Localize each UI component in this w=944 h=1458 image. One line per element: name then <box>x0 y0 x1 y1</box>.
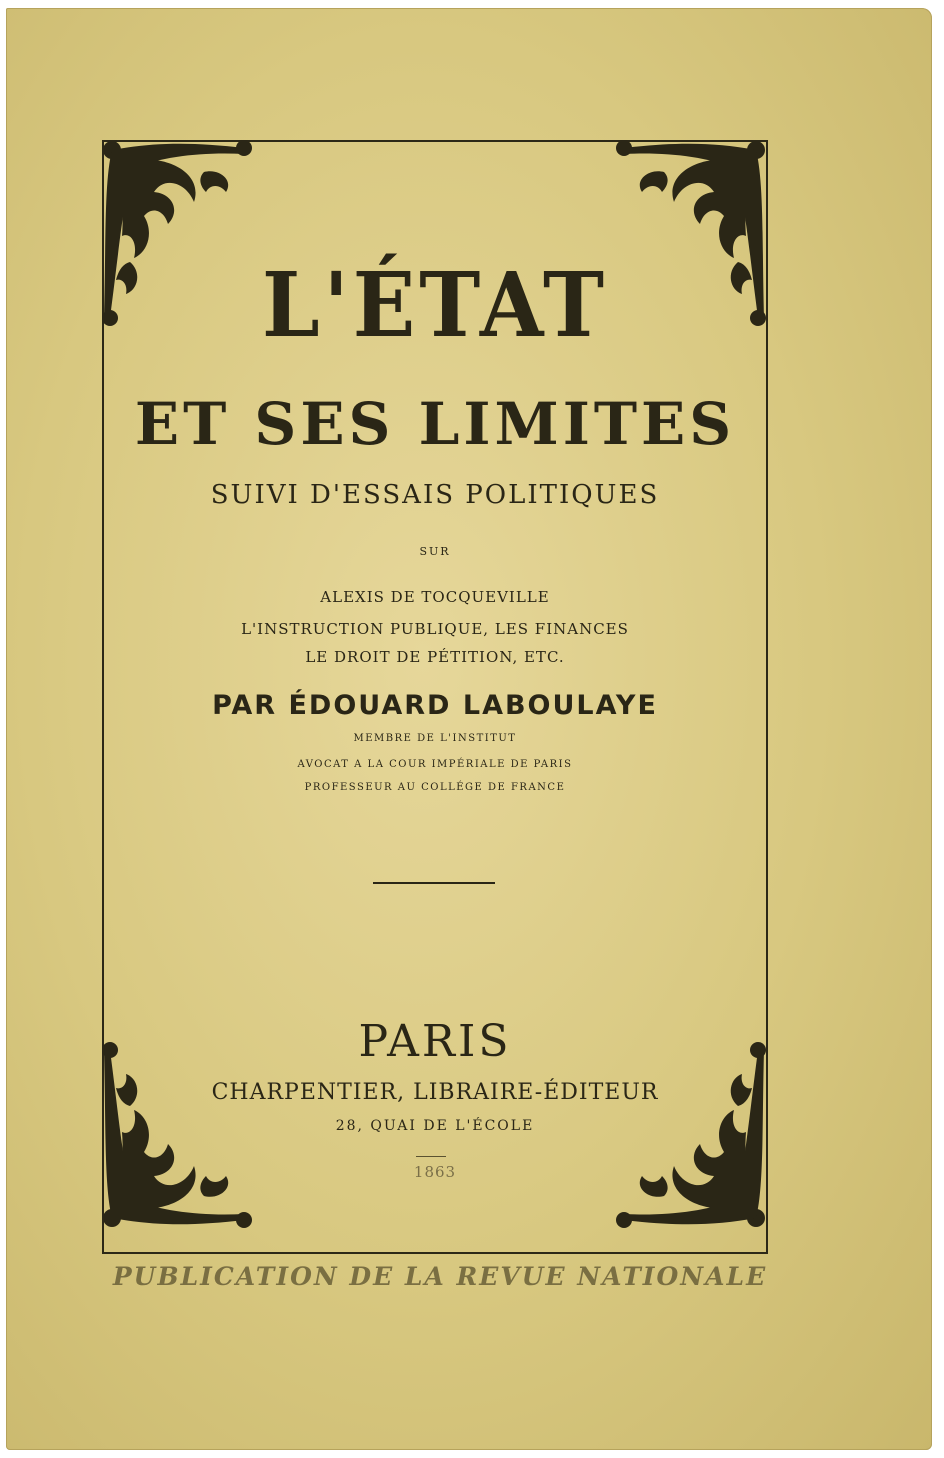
publisher-address: 28, QUAI DE L'ÉCOLE <box>335 1118 535 1134</box>
sur-label: SUR <box>419 545 451 558</box>
publisher-name: CHARPENTIER, LIBRAIRE-ÉDITEUR <box>211 1080 659 1105</box>
author-role: MEMBRE DE L'INSTITUT <box>353 733 517 744</box>
divider-rule <box>373 882 495 884</box>
publication-city: PARIS <box>358 1016 512 1067</box>
author-role: AVOCAT A LA COUR IMPÉRIALE DE PARIS <box>297 759 573 770</box>
title-line-2: ET SES LIMITES <box>134 390 736 458</box>
topic-line: ALEXIS DE TOCQUEVILLE <box>320 588 550 606</box>
author-role: PROFESSEUR AU COLLÉGE DE FRANCE <box>304 782 566 793</box>
small-divider <box>416 1156 446 1157</box>
topic-line: L'INSTRUCTION PUBLIQUE, LES FINANCES <box>241 620 629 638</box>
topic-line: LE DROIT DE PÉTITION, ETC. <box>305 648 565 666</box>
series-stamp: PUBLICATION DE LA REVUE NATIONALE <box>112 1262 768 1291</box>
publication-year: 1863 <box>413 1163 457 1181</box>
author-name: PAR ÉDOUARD LABOULAYE <box>212 690 658 721</box>
title-line-1: L'ÉTAT <box>262 254 608 358</box>
subtitle: SUIVI D'ESSAIS POLITIQUES <box>210 480 660 510</box>
